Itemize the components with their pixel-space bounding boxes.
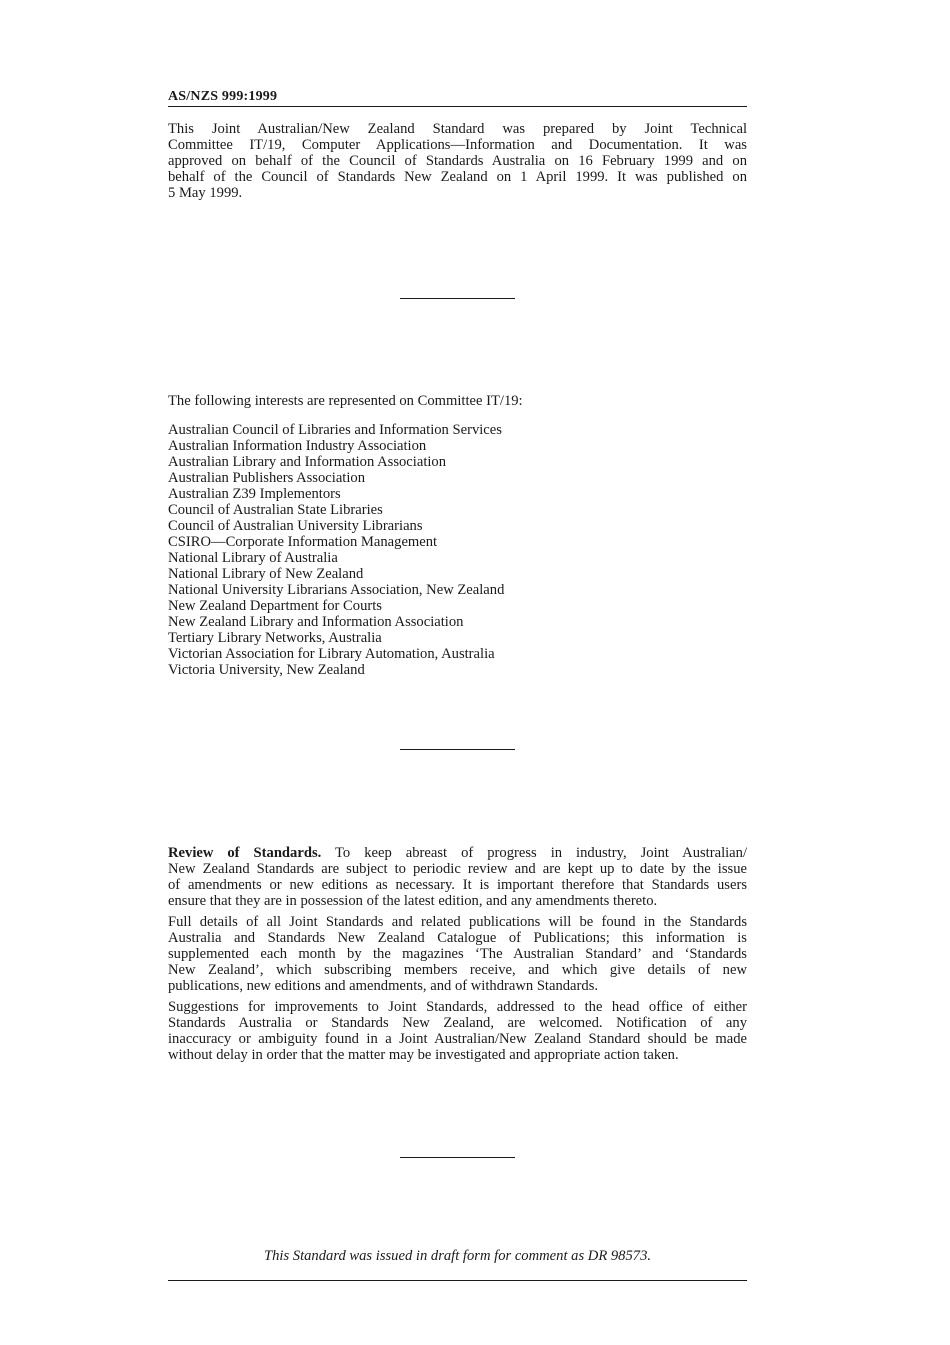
preparation-line: 5 May 1999.	[168, 185, 243, 201]
committee-member: CSIRO—Corporate Information Management	[168, 534, 438, 550]
committee-member: Australian Publishers Association	[168, 470, 366, 486]
section-divider	[400, 1157, 515, 1158]
footer-rule	[168, 1280, 747, 1281]
committee-member: New Zealand Department for Courts	[168, 598, 382, 614]
committee-member: Australian Z39 Implementors	[168, 486, 341, 502]
header-rule	[168, 106, 747, 107]
catalogue-line: Australia and Standards New Zealand Catalogue of Publications; this information is	[168, 930, 747, 946]
committee-member: Australian Library and Information Association	[168, 454, 447, 470]
preparation-line: This Joint Australian/New Zealand Standard was prepared by Joint Technical	[168, 121, 747, 137]
committee-member: National University Librarians Association, New Zealand	[168, 582, 505, 598]
suggestions-line: Suggestions for improvements to Joint Standards, addressed to the head office of either	[168, 999, 747, 1015]
catalogue-paragraph	[168, 914, 747, 994]
section-divider	[400, 298, 515, 299]
review-line: New Zealand Standards are subject to periodic review and are kept up to date by the issue	[168, 861, 747, 877]
committee-intro: The following interests are represented on Committee IT/19:	[168, 393, 523, 409]
committee-member: Tertiary Library Networks, Australia	[168, 630, 382, 646]
catalogue-line: New Zealand’, which subscribing members receive, and which give details of new	[168, 962, 747, 978]
review-first-line	[168, 845, 747, 861]
committee-member: Victoria University, New Zealand	[168, 662, 365, 678]
suggestions-line: inaccuracy or ambiguity found in a Joint Australian/New Zealand Standard should be made	[168, 1031, 747, 1047]
draft-note: This Standard was issued in draft form for comment as DR 98573.	[263, 1248, 652, 1264]
suggestions-line: Standards Australia or Standards New Zealand, are welcomed. Notification of any	[168, 1015, 747, 1031]
preparation-line: Committee IT/19, Computer Applications—Information and Documentation. It was	[168, 137, 747, 153]
committee-member: New Zealand Library and Information Association	[168, 614, 464, 630]
catalogue-line: Full details of all Joint Standards and related publications will be found in the Standards	[168, 914, 747, 930]
committee-member: Australian Council of Libraries and Information Services	[168, 422, 502, 438]
review-heading: Review of Standards.	[168, 845, 322, 861]
committee-member: Council of Australian University Librarians	[168, 518, 423, 534]
review-paragraph	[168, 845, 747, 909]
preparation-paragraph	[168, 121, 747, 201]
preparation-line: behalf of the Council of Standards New Zealand on 1 April 1999. It was published on	[168, 169, 747, 185]
document-code: AS/NZS 999:1999	[168, 89, 278, 104]
committee-member: Australian Information Industry Association	[168, 438, 427, 454]
committee-member: National Library of Australia	[168, 550, 338, 566]
committee-member: Victorian Association for Library Automation, Australia	[168, 646, 495, 662]
review-line: ensure that they are in possession of the latest edition, and any amendments thereto.	[168, 893, 658, 909]
suggestions-line: without delay in order that the matter may be investigated and appropriate action taken.	[168, 1047, 679, 1063]
committee-member: National Library of New Zealand	[168, 566, 364, 582]
section-divider	[400, 749, 515, 750]
review-line: of amendments or new editions as necessary. It is important therefore that Standards users	[168, 877, 747, 893]
review-section	[168, 845, 747, 1068]
catalogue-line: publications, new editions and amendments, and of withdrawn Standards.	[168, 978, 599, 994]
committee-member-list	[168, 422, 504, 678]
suggestions-paragraph	[168, 999, 747, 1063]
preparation-line: approved on behalf of the Council of Standards Australia on 16 February 1999 and on	[168, 153, 747, 169]
review-text: To keep abreast of progress in industry, Joint Australian/	[335, 845, 748, 861]
committee-member: Council of Australian State Libraries	[168, 502, 383, 518]
catalogue-line: supplemented each month by the magazines ‘The Australian Standard’ and ‘Standards	[168, 946, 747, 962]
